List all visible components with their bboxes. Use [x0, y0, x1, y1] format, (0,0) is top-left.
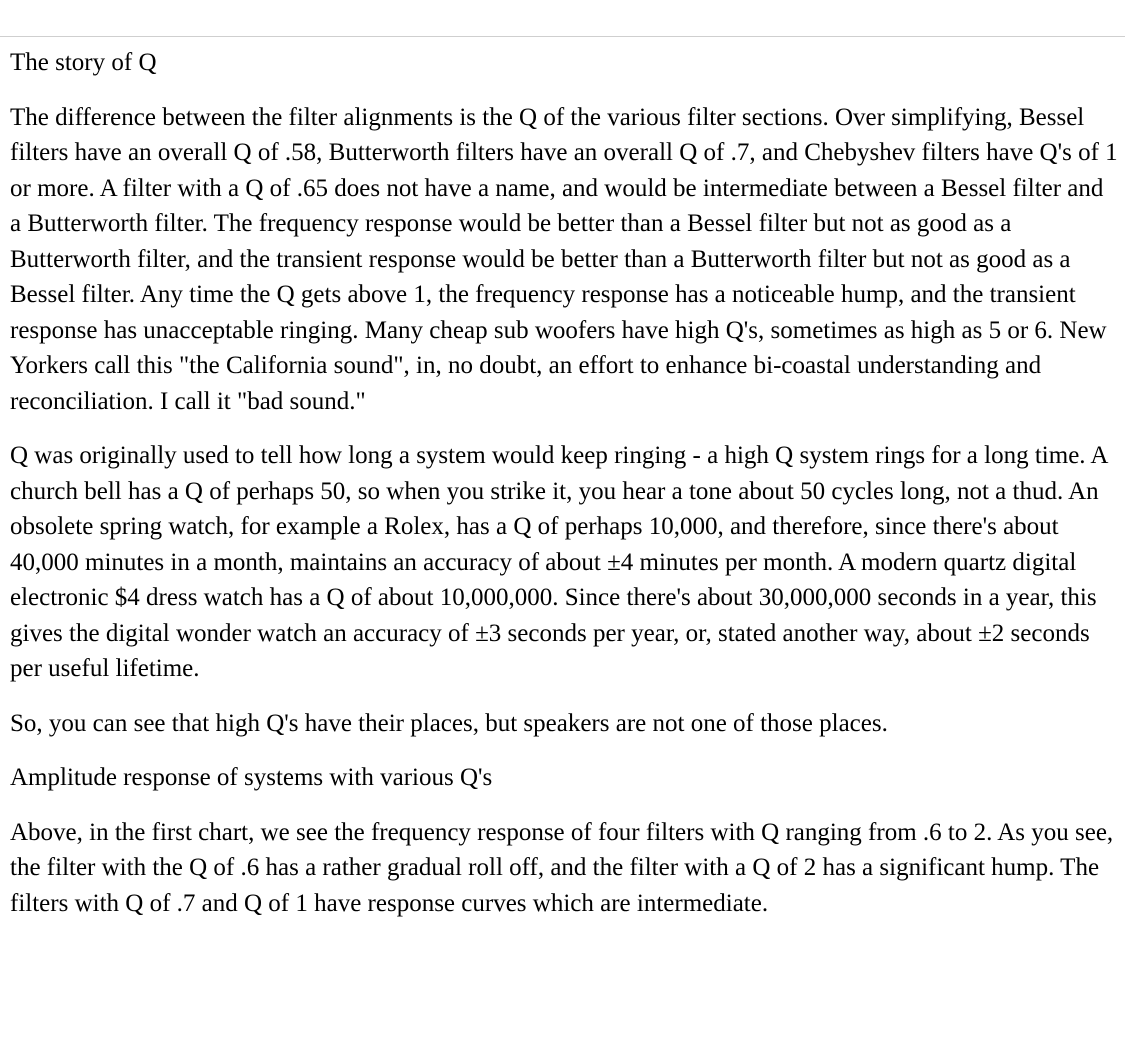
paragraph-first-chart: Above, in the first chart, we see the frequency response of four filters with Q ranging from .6 to 2. As you see, the filter with the Q of .6 has a rather gradual roll off, and the filter with a Q of 2 has a significant hump. The filters with Q of .7 and Q of 1 have response curves which are intermediate.: [10, 818, 1114, 917]
article-body: [10, 45, 1118, 940]
section-heading-story-of-q: The story of Q: [10, 49, 157, 76]
section-heading-amplitude-response: Amplitude response of systems with various Q's: [10, 764, 493, 791]
paragraph-high-q-places: So, you can see that high Q's have their places, but speakers are not one of those places.: [10, 709, 888, 737]
paragraph-q-ringing: Q was originally used to tell how long a system would keep ringing - a high Q system rings for a long time. A church bell has a Q of perhaps 50, so when you strike it, you hear a tone about 50 cycles long, not a thud. An obsolete spring watch, for example a Rolex, has a Q of perhaps 10,000, and therefore, since there's about 40,000 minutes in a month, maintains an accuracy of about ±4 minutes per month. A modern quartz digital electronic $4 dress watch has a Q of about 10,000,000. Since there's about 30,000,000 seconds in a year, this gives the digital wonder watch an accuracy of ±3 seconds per year, or, stated another way, about ±2 seconds per useful lifetime.: [10, 442, 1108, 682]
top-divider: [0, 36, 1125, 37]
paragraph-filter-alignments: The difference between the filter alignments is the Q of the various filter sections. Over simplifying, Bessel filters have an overall Q of .58, Butterworth filters have an overall Q of .7, and Chebyshev filters have Q's of 1 or more. A filter with a Q of .65 does not have a name, and would be intermediate between a Bessel filter and a Butterworth filter. The frequency response would be better than a Bessel filter but not as good as a Butterworth filter, and the transient response would be better than a Butterworth filter but not as good as a Bessel filter. Any time the Q gets above 1, the frequency response has a noticeable hump, and the transient response has unacceptable ringing. Many cheap sub woofers have high Q's, sometimes as high as 5 or 6. New Yorkers call this "the California sound", in, no doubt, an effort to enhance bi-coastal understanding and reconciliation. I call it "bad sound.": [10, 103, 1118, 415]
